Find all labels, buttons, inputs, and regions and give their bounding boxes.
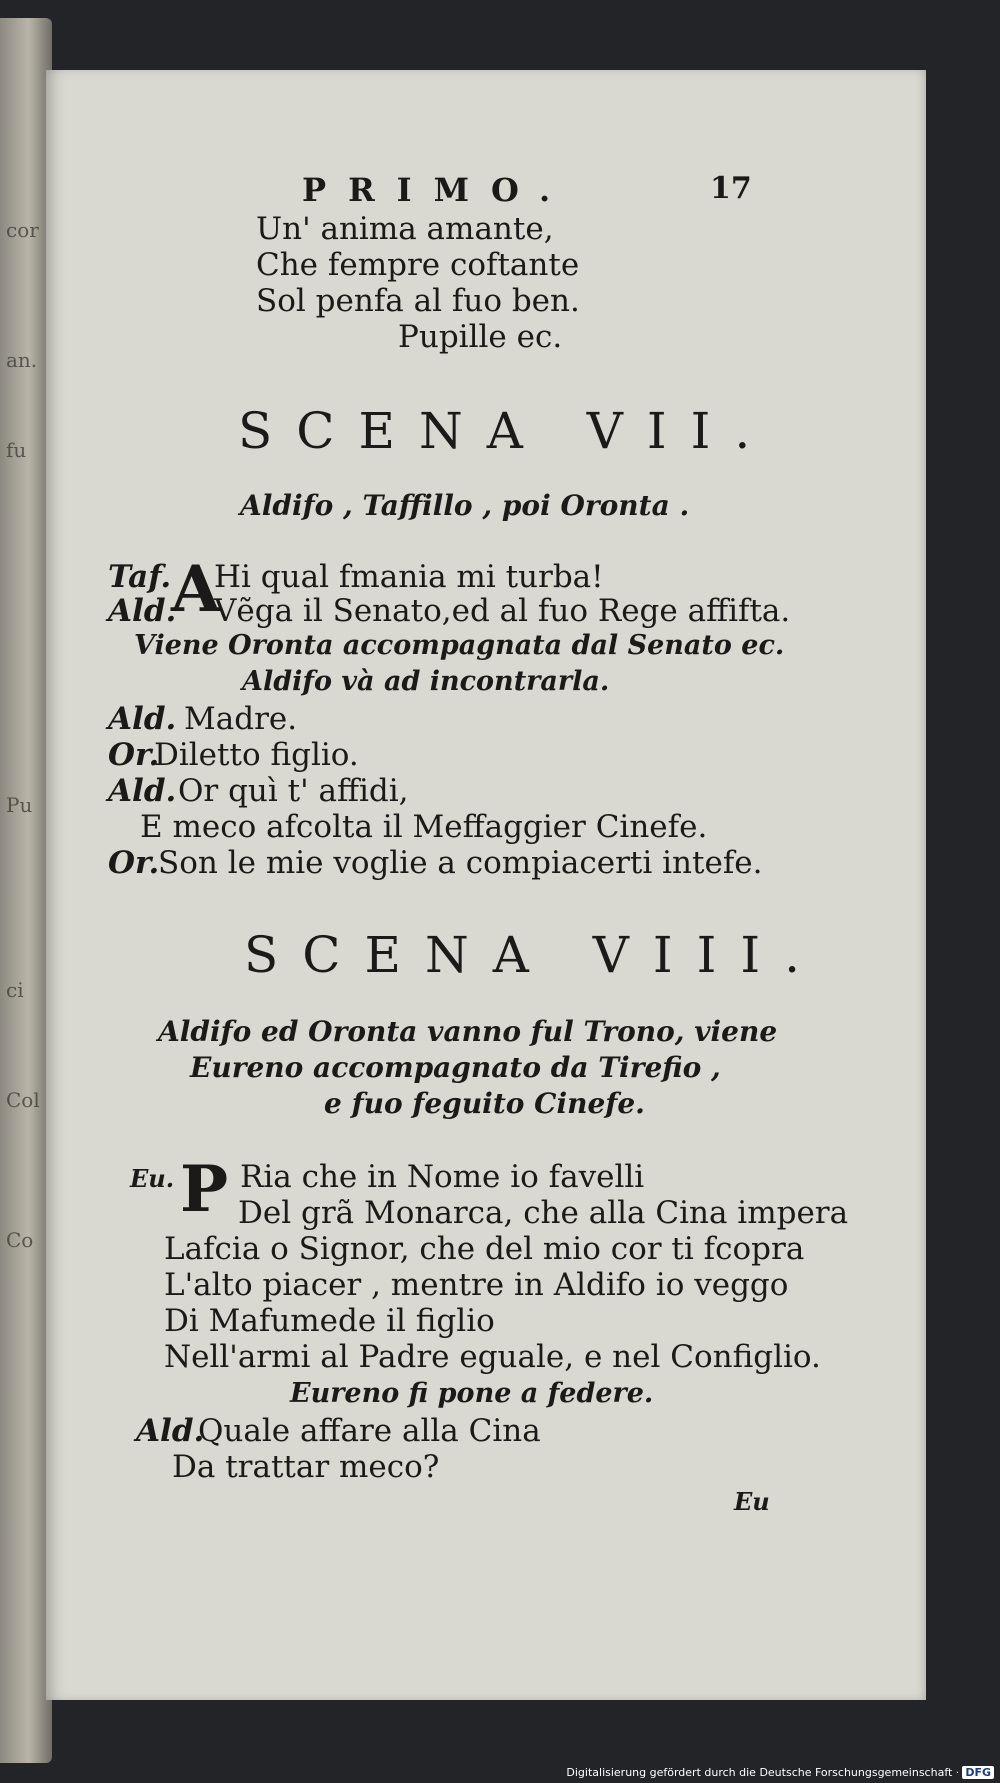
stage-direction: Aldifo , Taffillo , poi Oronta . (240, 489, 690, 522)
scene-heading: SCENA VIII. (244, 926, 825, 984)
dialogue-line: L'alto piacer , mentre in Aldifo io veggo (164, 1267, 789, 1303)
dialogue-text: Vẽga il Senato,ed al fuo Rege affifta. (214, 593, 791, 629)
adjacent-page-edge (0, 18, 52, 1763)
drop-cap: P (180, 1152, 229, 1227)
dfg-logo: DFG (962, 1766, 994, 1779)
dialogue-line (108, 701, 298, 737)
drop-cap: A (171, 552, 221, 627)
dialogue-line: Nell'armi al Padre eguale, e nel Configlio. (164, 1339, 821, 1375)
dialogue-line: Lafcia o Signor, che del mio cor ti fcopra (164, 1231, 805, 1267)
dialogue-line (136, 1413, 541, 1449)
speaker: Ald. (108, 701, 177, 737)
stage-direction: Viene Oronta accompagnata dal Senato ec. (134, 630, 785, 661)
running-title: PRIMO. (302, 171, 573, 209)
aria-line: Un' anima amante, (256, 211, 554, 247)
scene-heading: SCENA VII. (238, 402, 775, 460)
aria-line: Pupille ec. (398, 319, 563, 355)
bleed-fragment: an. (6, 348, 38, 372)
speaker: Ald. (108, 773, 177, 809)
bleed-fragment: cor (6, 218, 39, 242)
dialogue-line (108, 773, 409, 809)
dialogue-line: Di Mafumede il figlio (164, 1303, 495, 1339)
dialogue-text: Hi qual fmania mi turba! (214, 559, 604, 595)
dialogue-line: E meco afcolta il Meffaggier Cinefe. (140, 809, 708, 845)
stage-direction: Aldifo và ad incontrarla. (242, 666, 610, 697)
dialogue-line (108, 845, 763, 881)
speaker: Or. (108, 737, 160, 773)
bleed-fragment: fu (6, 438, 27, 462)
speaker: Ald. (108, 593, 177, 629)
dialogue-text: Diletto figlio. (154, 737, 359, 773)
speaker: Taf. (108, 559, 172, 595)
dialogue-text: Or quì t' affidi, (178, 773, 409, 809)
aria-line: Che fempre coftante (256, 247, 580, 283)
speaker: Eu. (130, 1164, 175, 1193)
dialogue-line: Da trattar meco? (172, 1449, 440, 1485)
dialogue-line: Del grã Monarca, che alla Cina impera (238, 1195, 849, 1231)
catchword: Eu (734, 1487, 770, 1516)
aria-line: Sol penfa al fuo ben. (256, 283, 580, 319)
credit-text: Digitalisierung gefördert durch die Deutsche Forschungsgemeinschaft · (566, 1766, 960, 1779)
dialogue-text: Son le mie voglie a compiacerti intefe. (158, 845, 763, 881)
bleed-fragment: Pu (6, 793, 33, 817)
book-page (46, 70, 926, 1700)
stage-direction: Eureno accompagnato da Tirefio , (190, 1051, 721, 1084)
page-number: 17 (710, 171, 752, 206)
bleed-fragment: Col (6, 1088, 40, 1112)
speaker: Ald. (136, 1413, 205, 1449)
dialogue-text: Madre. (184, 701, 298, 737)
digitization-credit (566, 1766, 994, 1779)
dialogue-line (108, 593, 791, 629)
dialogue-text: Quale affare alla Cina (198, 1413, 541, 1449)
bleed-fragment: Co (6, 1228, 34, 1252)
bleed-fragment: ci (6, 978, 24, 1002)
dialogue-text: Ria che in Nome io favelli (240, 1159, 645, 1195)
stage-direction: Eureno fi pone a federe. (290, 1378, 654, 1409)
speaker: Or. (108, 845, 160, 881)
stage-direction: Aldifo ed Oronta vanno ful Trono, viene (158, 1015, 778, 1048)
stage-direction: e fuo feguito Cinefe. (324, 1087, 645, 1120)
dialogue-line (108, 737, 359, 773)
